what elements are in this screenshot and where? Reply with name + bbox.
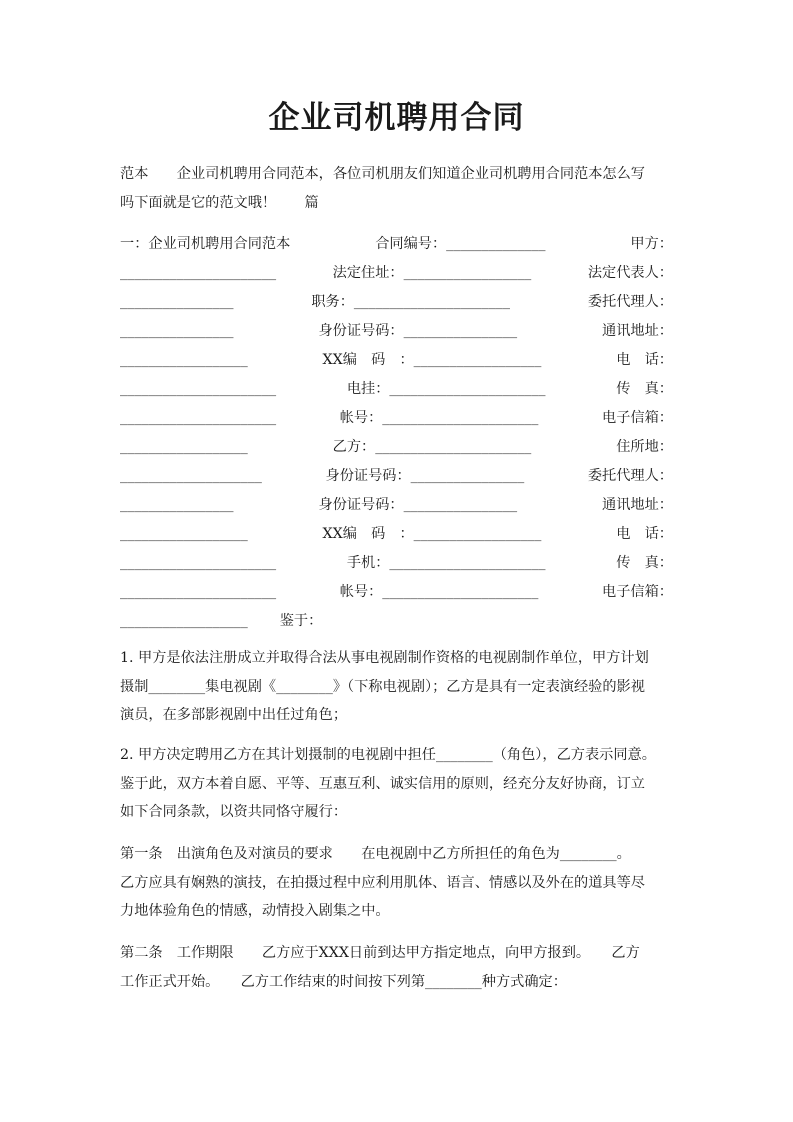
text-line: 鉴于此，双方本着自愿、平等、互惠互利、诚实信用的原则，经充分友好协商，订立: [120, 775, 645, 792]
info-cell: ________________: [120, 497, 234, 513]
info-cell: 甲方：: [630, 236, 673, 252]
text-line: 如下合同条款，以资共同恪守履行：: [120, 804, 348, 820]
info-cell: 身份证号码：________________: [318, 497, 518, 513]
info-cell: ______________________: [120, 410, 277, 426]
info-cell: 电挂：______________________: [346, 381, 546, 397]
text-line: 摄制________集电视剧《________》（下称电视剧）；乙方是具有一定表演经验的影视: [120, 678, 645, 695]
text-line: 第一条 出演角色及对演员的要求 在电视剧中乙方所担任的角色为________。: [120, 846, 631, 862]
info-row: [120, 520, 673, 549]
info-cell: 传 真：: [616, 555, 673, 571]
info-cell: 传 真：: [616, 381, 673, 397]
info-row: [120, 259, 673, 288]
info-cell: ____________________: [120, 468, 262, 484]
info-cell: ______________________: [120, 555, 277, 571]
info-cell: 电 话：: [616, 526, 673, 542]
info-cell: 一：企业司机聘用合同范本: [120, 236, 291, 252]
info-cell: XX编 码 ：__________________: [322, 352, 542, 368]
info-row: [120, 230, 673, 259]
info-cell: ________________: [120, 323, 234, 339]
info-cell: ______________________: [120, 265, 277, 281]
article-2-paragraph: [120, 939, 673, 996]
info-cell: ________________: [120, 294, 234, 310]
info-cell: 职务：______________________: [311, 294, 510, 310]
info-row: [120, 375, 673, 404]
clause-1-paragraph: [120, 644, 673, 730]
info-row: [120, 404, 673, 433]
info-cell: 法定代表人：: [587, 265, 673, 281]
info-row: [120, 607, 673, 636]
info-cell: __________________: [120, 613, 248, 629]
info-cell: 委托代理人：: [587, 294, 673, 310]
info-cell: __________________: [120, 439, 248, 455]
info-cell: XX编 码 ：__________________: [322, 526, 542, 542]
party-info-block: [120, 230, 673, 636]
article-1-paragraph: [120, 840, 673, 926]
info-cell: 电子信箱：: [602, 584, 673, 600]
info-cell: __________________: [120, 526, 248, 542]
info-row: [120, 317, 673, 346]
info-cell: ______________________: [120, 584, 277, 600]
info-row: [120, 491, 673, 520]
info-cell: 通讯地址：: [602, 323, 673, 339]
info-cell: __________________: [120, 352, 248, 368]
intro-line: 范本 企业司机聘用合同范本，各位司机朋友们知道企业司机聘用合同范本怎么写: [120, 166, 645, 182]
info-cell: 电子信箱：: [602, 410, 673, 426]
info-cell: 帐号：______________________: [339, 410, 539, 426]
text-line: 乙方应具有娴熟的演技，在拍摄过程中应利用肌体、语言、情感以及外在的道具等尽: [120, 874, 645, 891]
info-cell: 乙方：______________________: [332, 439, 532, 455]
text-line: 力地体验角色的情感，动情投入剧集之中。: [120, 903, 390, 919]
info-cell: 身份证号码：________________: [325, 468, 525, 484]
contract-title: 企业司机聘用合同: [268, 100, 525, 136]
info-cell: 法定住址：__________________: [332, 265, 532, 281]
info-cell: 身份证号码：________________: [318, 323, 518, 339]
info-row: [120, 346, 673, 375]
info-cell: ______________________: [120, 381, 277, 397]
info-row: [120, 462, 673, 491]
info-row: [120, 549, 673, 578]
text-line: 2. 甲方决定聘用乙方在其计划摄制的电视剧中担任________（角色），乙方表示同意。: [120, 747, 656, 763]
clause-2-paragraph: [120, 741, 673, 827]
info-row: [120, 288, 673, 317]
text-line: 第二条 工作期限 乙方应于XXX日前到达甲方指定地点，向甲方报到。 乙方: [120, 945, 640, 961]
text-line: 演员，在多部影视剧中出任过角色；: [120, 707, 348, 723]
info-cell: 合同编号：______________: [375, 236, 546, 252]
info-cell: 委托代理人：: [587, 468, 673, 484]
intro-line: 吗下面就是它的范文哦！ 篇: [120, 194, 319, 211]
info-cell: 住所地：: [616, 439, 673, 455]
info-row: [120, 433, 673, 462]
info-cell: 鉴于：: [279, 613, 323, 629]
intro-paragraph: [120, 160, 673, 217]
text-line: 工作正式开始。 乙方工作结束的时间按下列第________种方式确定：: [120, 973, 567, 990]
info-cell: 手机：______________________: [346, 555, 546, 571]
info-cell: 通讯地址：: [602, 497, 673, 513]
info-cell: 帐号：______________________: [339, 584, 539, 600]
info-row: [120, 578, 673, 607]
info-cell: 电 话：: [616, 352, 673, 368]
text-line: 1. 甲方是依法注册成立并取得合法从事电视剧制作资格的电视剧制作单位，甲方计划: [120, 650, 649, 666]
